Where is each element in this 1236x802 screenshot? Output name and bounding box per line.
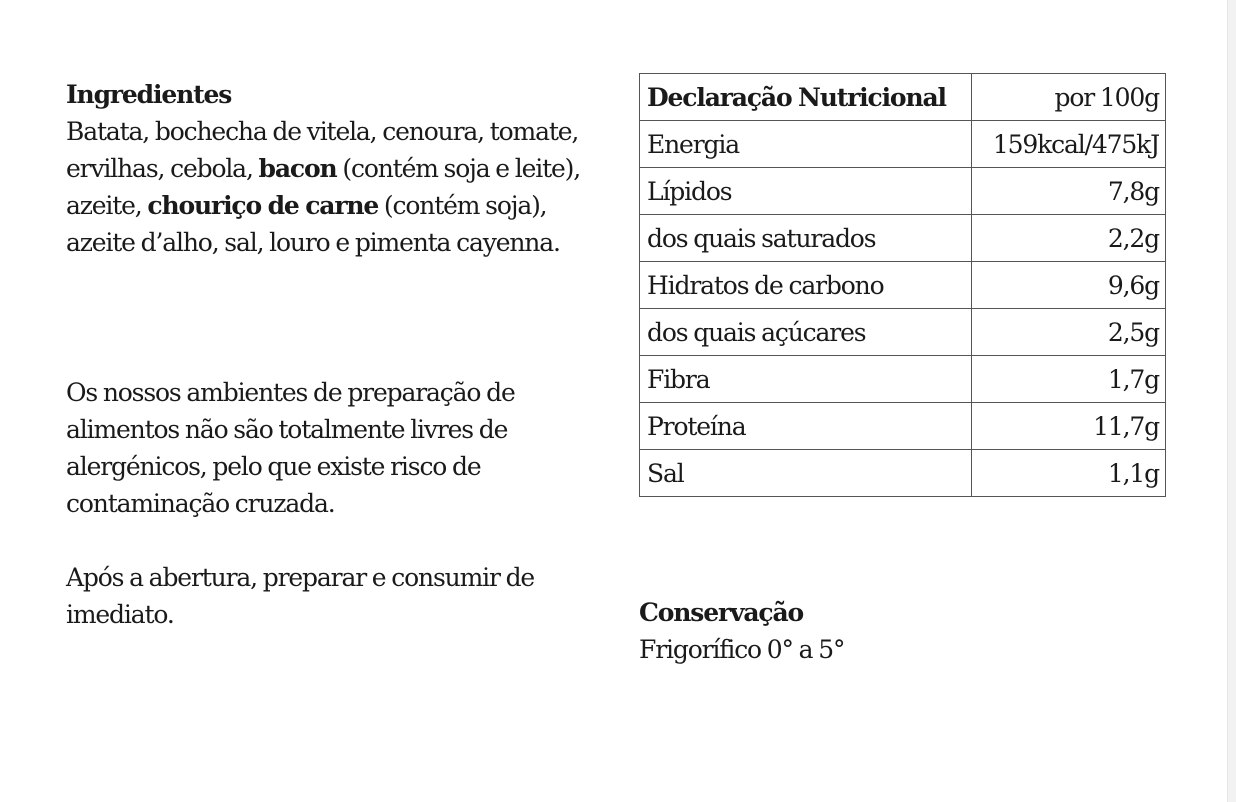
nutrient-value: 1,1g	[972, 450, 1166, 497]
table-row	[640, 168, 1166, 215]
allergen-note: Os nossos ambientes de preparação de alimentos não são totalmente livres de alergénicos, pelo que existe risco de contaminação cruzada.	[66, 378, 515, 518]
window-scrollbar[interactable]	[1227, 0, 1236, 802]
nutrient-label: Hidratos de carbono	[640, 262, 972, 309]
ingredients-part: (contém soja), azeite d’alho, sal, louro e pimenta cayenna.	[66, 191, 560, 257]
nutrient-value: 1,7g	[972, 356, 1166, 403]
nutrient-value: 2,5g	[972, 309, 1166, 356]
allergen-bacon: bacon	[258, 154, 337, 183]
allergen-chourico: chouriço de carne	[147, 191, 379, 220]
nutrient-label: dos quais saturados	[640, 215, 972, 262]
table-row	[640, 215, 1166, 262]
nutrient-value: 9,6g	[972, 262, 1166, 309]
nutrition-table	[639, 73, 1166, 497]
table-row	[640, 121, 1166, 168]
nutrient-label: dos quais açúcares	[640, 309, 972, 356]
ingredients-text	[66, 113, 596, 261]
storage-section	[639, 594, 1199, 668]
nutrition-header-row	[640, 74, 1166, 121]
nutrient-value: 159kcal/475kJ	[972, 121, 1166, 168]
nutrient-label: Fibra	[640, 356, 972, 403]
nutrient-label: Sal	[640, 450, 972, 497]
nutrient-label: Energia	[640, 121, 972, 168]
ingredients-heading: Ingredientes	[66, 80, 232, 109]
table-row	[640, 356, 1166, 403]
left-column	[66, 76, 596, 633]
table-row	[640, 262, 1166, 309]
table-row	[640, 309, 1166, 356]
ingredients-part: Batata, bochecha de vitela, cenoura, tomate, ervilhas, cebola,	[66, 117, 579, 183]
storage-heading: Conservação	[639, 598, 804, 627]
ingredients-part: (contém soja e leite), azeite,	[66, 154, 581, 220]
nutrient-value: 11,7g	[972, 403, 1166, 450]
nutrition-header-unit: por 100g	[972, 74, 1166, 121]
nutrition-header-label: Declaração Nutricional	[640, 74, 972, 121]
nutrient-label: Lípidos	[640, 168, 972, 215]
table-row	[640, 450, 1166, 497]
nutrient-value: 7,8g	[972, 168, 1166, 215]
opening-note: Após a abertura, preparar e consumir de imediato.	[66, 563, 535, 629]
nutrient-label: Proteína	[640, 403, 972, 450]
table-row	[640, 403, 1166, 450]
nutrient-value: 2,2g	[972, 215, 1166, 262]
storage-text: Frigorífico 0° a 5°	[639, 635, 845, 664]
